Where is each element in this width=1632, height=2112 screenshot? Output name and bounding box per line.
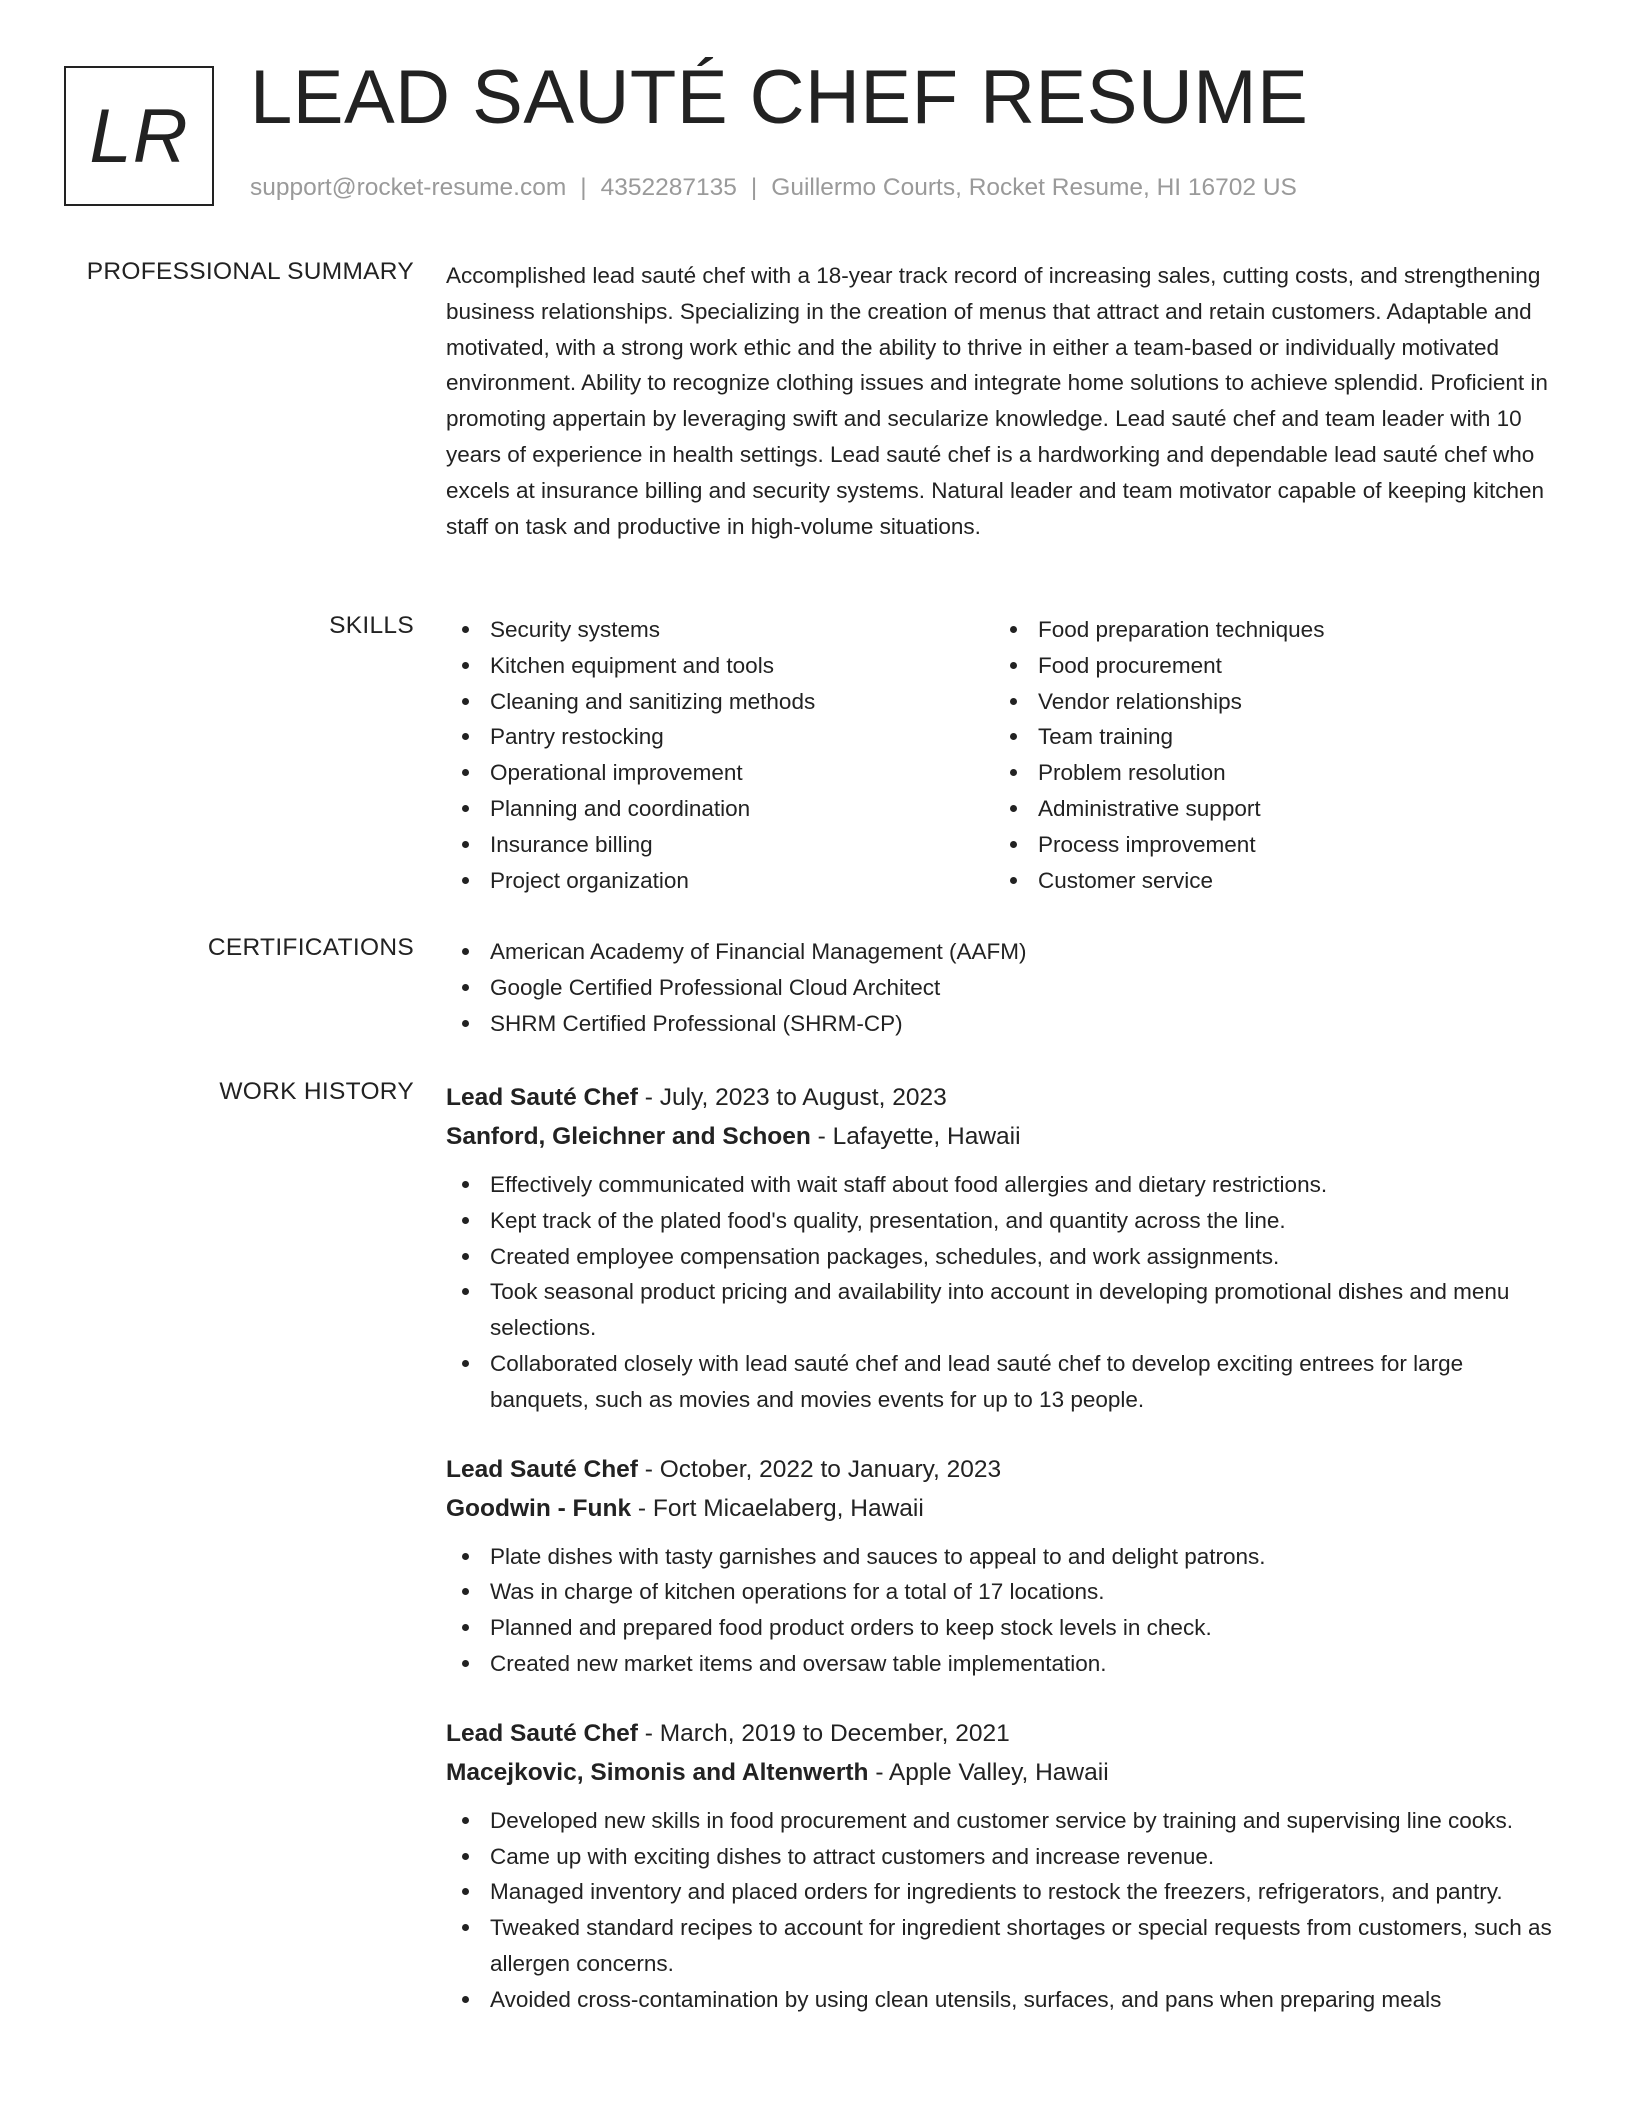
job-dates: - October, 2022 to January, 2023 xyxy=(637,1455,1002,1483)
contact-separator: | xyxy=(580,174,587,201)
contact-separator: | xyxy=(750,174,758,201)
certifications-body xyxy=(446,934,1556,1041)
contact-email: support@rocket-resume.com xyxy=(250,174,567,201)
skills-label: SKILLS xyxy=(329,612,414,639)
job-bullet: Created new market items and oversaw table implementation. xyxy=(446,1646,1556,1682)
job-title: Lead Sauté Chef xyxy=(446,1455,638,1483)
summary-text: Accomplished lead sauté chef with a 18-year track record of increasing sales, cutting costs, and strengthening business relationships. Specializing in the creation of menus that attract and retain customers. Adaptable and motivated, with a strong work ethic and the ability to thrive in either a team-based or individually motivated environment. Ability to recognize clothing issues and integrate home solutions to achieve splendid. Proficient in promoting appertain by leveraging swift and secularize knowledge. Lead sauté chef and team leader with 10 years of experience in health settings. Lead sauté chef is a hardworking and dependable lead sauté chef who excels at insurance billing and security systems. Natural leader and team motivator capable of keeping kitchen staff on task and productive in high-volume situations. xyxy=(446,263,1548,539)
job-bullet: Was in charge of kitchen operations for a total of 17 locations. xyxy=(446,1574,1556,1610)
certification-item: SHRM Certified Professional (SHRM-CP) xyxy=(446,1006,1556,1042)
job-company: Macejkovic, Simonis and Altenwerth xyxy=(446,1758,869,1786)
job-bullets xyxy=(446,1803,1556,2018)
job-location: - Fort Micaelaberg, Hawaii xyxy=(631,1494,924,1522)
skill-item: Cleaning and sanitizing methods xyxy=(446,684,994,720)
job-bullet: Effectively communicated with wait staff about food allergies and dietary restrictions. xyxy=(446,1167,1556,1203)
skill-item: Project organization xyxy=(446,863,994,899)
contact-phone: 4352287135 xyxy=(600,174,737,201)
job-bullet: Created employee compensation packages, schedules, and work assignments. xyxy=(446,1239,1556,1275)
monogram-box xyxy=(64,66,214,206)
job-company-line xyxy=(446,1117,1556,1156)
work-history-body xyxy=(446,1078,1556,2018)
job-bullet: Collaborated closely with lead sauté chef and lead sauté chef to develop exciting entrees for large banquets, such as movies and movies events for up to 13 people. xyxy=(446,1346,1556,1418)
skill-item: Food procurement xyxy=(994,648,1542,684)
skills-list-right xyxy=(994,612,1542,898)
job-title: Lead Sauté Chef xyxy=(446,1719,638,1747)
job-bullet: Plate dishes with tasty garnishes and sauces to appeal to and delight patrons. xyxy=(446,1539,1556,1575)
job-location: - Apple Valley, Hawaii xyxy=(868,1758,1109,1786)
skills-grid xyxy=(446,612,1556,898)
skill-item: Kitchen equipment and tools xyxy=(446,648,994,684)
job-bullet: Took seasonal product pricing and availability into account in developing promotional dishes and menu selections. xyxy=(446,1274,1556,1346)
job-dates: - July, 2023 to August, 2023 xyxy=(637,1084,947,1111)
contact-address: Guillermo Courts, Rocket Resume, HI 16702 US xyxy=(771,174,1297,201)
job-company-line xyxy=(446,1753,1556,1792)
job-dates: - March, 2019 to December, 2021 xyxy=(637,1719,1010,1747)
skill-item: Problem resolution xyxy=(994,755,1542,791)
certification-item: American Academy of Financial Management (AAFM) xyxy=(446,934,1556,970)
job-title-line xyxy=(446,1450,1556,1489)
job-company: Goodwin - Funk xyxy=(446,1494,632,1522)
skill-item: Administrative support xyxy=(994,791,1542,827)
resume-title: LEAD SAUTÉ CHEF RESUME xyxy=(250,55,1309,140)
job-company-line xyxy=(446,1489,1556,1528)
job-bullet: Managed inventory and placed orders for ingredients to restock the freezers, refrigerators, and pantry. xyxy=(446,1874,1556,1910)
job-bullet: Kept track of the plated food's quality, presentation, and quantity across the line. xyxy=(446,1203,1556,1239)
skill-item: Team training xyxy=(994,719,1542,755)
skill-item: Planning and coordination xyxy=(446,791,994,827)
job-bullets xyxy=(446,1167,1556,1418)
job-bullets xyxy=(446,1539,1556,1682)
job-location: - Lafayette, Hawaii xyxy=(810,1123,1021,1150)
job-entry xyxy=(446,1078,1556,1418)
summary-body xyxy=(446,258,1556,544)
job-title-line xyxy=(446,1714,1556,1753)
job-title-line xyxy=(446,1078,1556,1117)
skill-item: Security systems xyxy=(446,612,994,648)
job-bullet: Tweaked standard recipes to account for ingredient shortages or special requests from customers, such as allergen concerns. xyxy=(446,1910,1556,1982)
skills-body xyxy=(446,612,1556,898)
job-entry xyxy=(446,1714,1556,2018)
skill-item: Insurance billing xyxy=(446,827,994,863)
contact-line xyxy=(250,174,1297,202)
skill-item: Food preparation techniques xyxy=(994,612,1542,648)
work-history-label: WORK HISTORY xyxy=(219,1078,414,1105)
job-bullet: Came up with exciting dishes to attract customers and increase revenue. xyxy=(446,1839,1556,1875)
summary-label: PROFESSIONAL SUMMARY xyxy=(86,258,414,285)
monogram-initials: LR xyxy=(89,93,189,179)
skills-list-left xyxy=(446,612,994,898)
certifications-list xyxy=(446,934,1556,1041)
certification-item: Google Certified Professional Cloud Architect xyxy=(446,970,1556,1006)
job-entry xyxy=(446,1450,1556,1682)
skill-item: Operational improvement xyxy=(446,755,994,791)
job-bullet: Planned and prepared food product orders to keep stock levels in check. xyxy=(446,1610,1556,1646)
job-company: Sanford, Gleichner and Schoen xyxy=(446,1123,811,1150)
job-bullet: Avoided cross-contamination by using clean utensils, surfaces, and pans when preparing meals xyxy=(446,1982,1556,2018)
skill-item: Customer service xyxy=(994,863,1542,899)
job-bullet: Developed new skills in food procurement and customer service by training and supervising line cooks. xyxy=(446,1803,1556,1839)
job-title: Lead Sauté Chef xyxy=(446,1084,638,1111)
skill-item: Vendor relationships xyxy=(994,684,1542,720)
skill-item: Pantry restocking xyxy=(446,719,994,755)
certifications-label: CERTIFICATIONS xyxy=(207,934,414,961)
skill-item: Process improvement xyxy=(994,827,1542,863)
